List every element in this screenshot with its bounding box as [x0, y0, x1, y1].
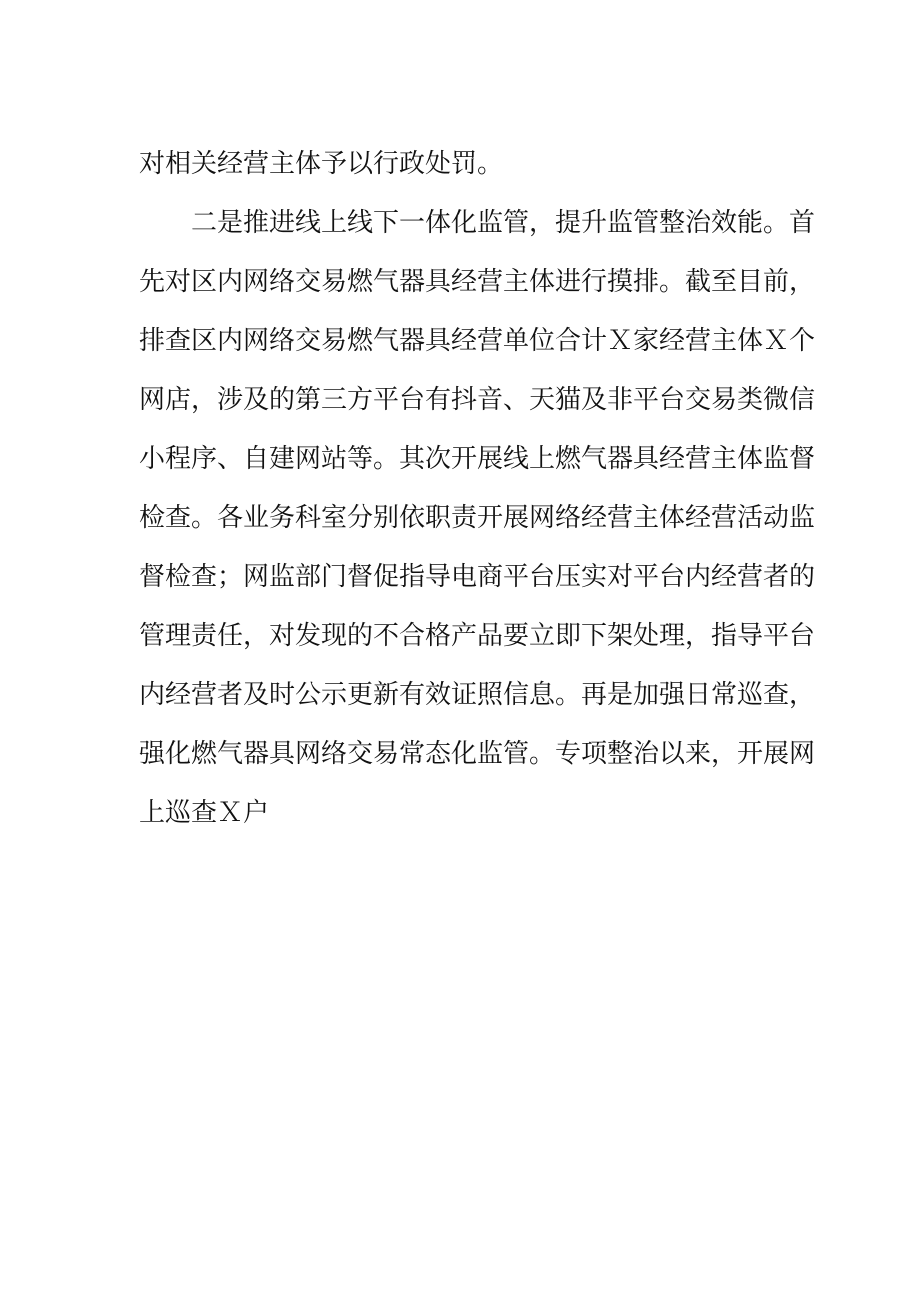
text-line: 二是推进线上线下一体化监管，提升监管整治效能。首: [191, 208, 816, 238]
text-line: 网店，涉及的第三方平台有抖音、天猫及非平台交易类微信: [139, 385, 816, 415]
text-line: 对相关经营主体予以行政处罚。: [139, 149, 504, 179]
text-line: 排查区内网络交易燃气器具经营单位合计Ｘ家经营主体Ｘ个: [139, 326, 816, 356]
text-line: 督检查；网监部门督促指导电商平台压实对平台内经营者的: [139, 562, 816, 592]
text-line: 检查。各业务科室分别依职责开展网络经营主体经营活动监: [139, 503, 816, 533]
body-text: [139, 135, 816, 843]
text-line: 小程序、自建网站等。其次开展线上燃气器具经营主体监督: [139, 444, 816, 474]
text-line: 强化燃气器具网络交易常态化监管。专项整治以来，开展网: [139, 739, 816, 769]
text-line: 上巡查Ｘ户: [139, 798, 270, 828]
text-line: 管理责任，对发现的不合格产品要立即下架处理，指导平台: [139, 621, 816, 651]
text-line: 先对区内网络交易燃气器具经营主体进行摸排。截至目前，: [139, 267, 816, 297]
text-line: 内经营者及时公示更新有效证照信息。再是加强日常巡查，: [139, 680, 816, 710]
